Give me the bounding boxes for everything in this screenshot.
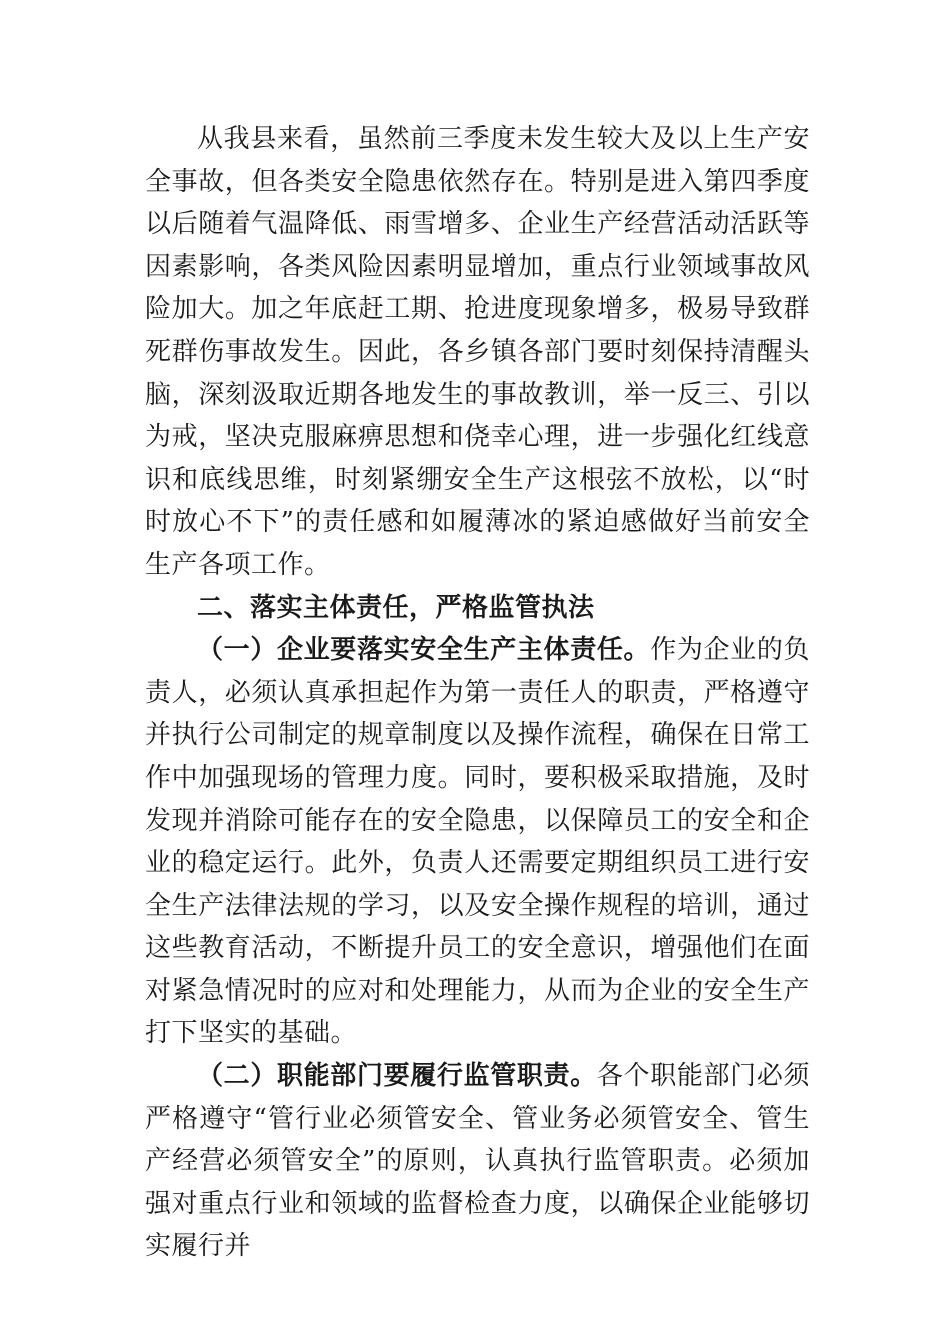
subsection-lead-2: （二）职能部门要履行监管职责。: [197, 1061, 597, 1092]
paragraph-department-duty: [145, 1055, 810, 1268]
paragraph-situation: 从我县来看，虽然前三季度未发生较大及以上生产安全事故，但各类安全隐患依然存在。特别是进入第四季度以后随着气温降低、雨雪增多、企业生产经营活动活跃等因素影响，各类风险因素明显增加，重点行业领域事故风险加大。加之年底赶工期、抢进度现象增多，极易导致群死群伤事故发生。因此，各乡镇各部门要时刻保持清醒头脑，深刻汲取近期各地发生的事故教训，举一反三、引以为戒，坚决克服麻痹思想和侥幸心理，进一步强化红线意识和底线思维，时刻紧绷安全生产这根弦不放松，以“时时放心不下”的责任感和如履薄冰的紧迫感做好当前安全生产各项工作。: [145, 124, 810, 580]
subsection-body-2: 各个职能部门必须严格遵守“管行业必须管安全、管业务必须管安全、管生产经营必须管安全”的原则，认真执行监管职责。必须加强对重点行业和领域的监督检查力度，以确保企业能够切实履行并: [145, 1061, 810, 1262]
document-body: [145, 118, 810, 1268]
subsection-lead-1: （一）企业要落实安全生产主体责任。: [197, 635, 651, 666]
subsection-body-1: 作为企业的负责人，必须认真承担起作为第一责任人的职责，严格遵守并执行公司制定的规章制度以及操作流程，确保在日常工作中加强现场的管理力度。同时，要积极采取措施，及时发现并消除可能存在的安全隐患，以保障员工的安全和企业的稳定运行。此外，负责人还需要定期组织员工进行安全生产法律法规的学习，以及安全操作规程的培训，通过这些教育活动，不断提升员工的安全意识，增强他们在面对紧急情况时的应对和处理能力，从而为企业的安全生产打下坚实的基础。: [145, 635, 810, 1049]
paragraph-enterprise-responsibility: [145, 629, 810, 1055]
section-heading: 二、落实主体责任，严格监管执法: [197, 592, 595, 623]
